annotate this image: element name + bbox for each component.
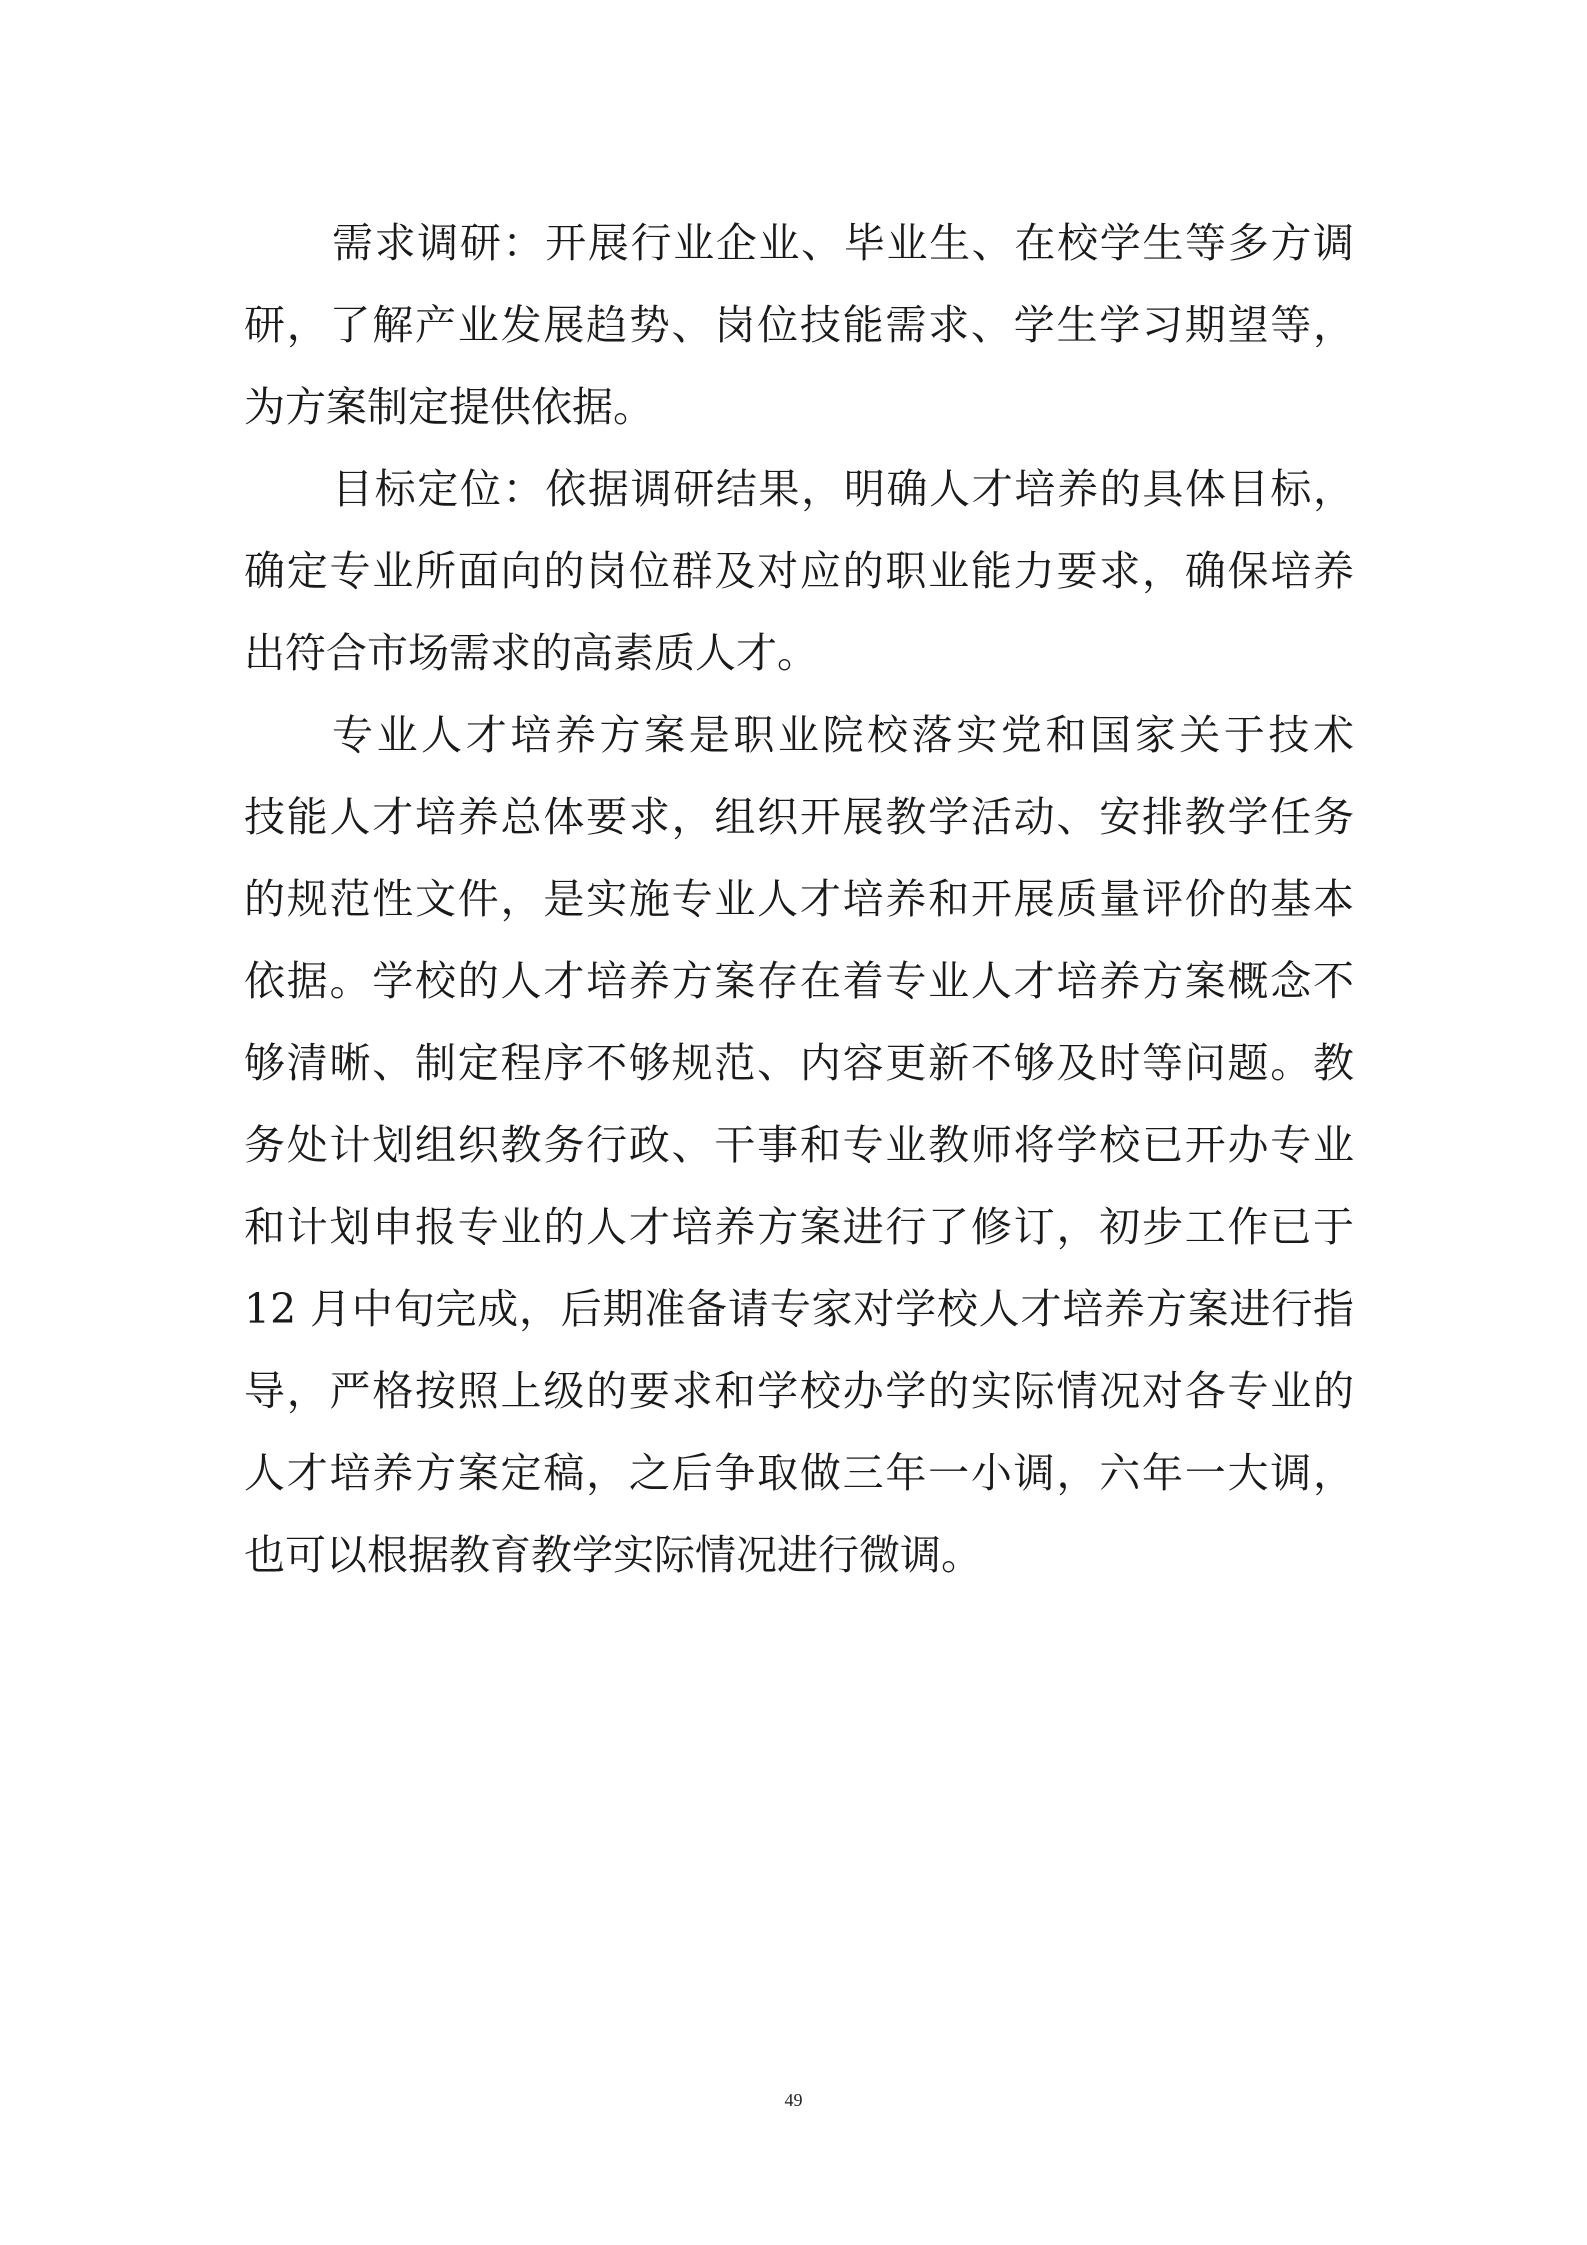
text-line: 人才培养方案定稿，之后争取做三年一小调，六年一大调， [244,1449,1354,1497]
text-line: 专业人才培养方案是职业院校落实党和国家关于技术 [332,711,1354,759]
page-number: 49 [784,2090,803,2110]
text-line: 目标定位：依据调研结果，明确人才培养的具体目标， [332,465,1354,513]
text-line: 为方案制定提供依据。 [244,383,654,431]
text-line: 导，严格按照上级的要求和学校办学的实际情况对各专业的 [244,1367,1354,1415]
paragraph-training-plan [244,694,1354,1596]
body-text [244,202,1354,1596]
text-line: 依据。学校的人才培养方案存在着专业人才培养方案概念不 [244,957,1354,1005]
text-line: 12 月中旬完成，后期准备请专家对学校人才培养方案进行指 [244,1285,1354,1333]
text-line: 出符合市场需求的高素质人才。 [244,629,818,677]
paragraph-target-positioning [244,448,1354,694]
text-line: 确定专业所面向的岗位群及对应的职业能力要求，确保培养 [244,547,1354,595]
text-line: 的规范性文件，是实施专业人才培养和开展质量评价的基本 [244,875,1354,923]
text-line: 技能人才培养总体要求，组织开展教学活动、安排教学任务 [244,793,1354,841]
text-line: 务处计划组织教务行政、干事和专业教师将学校已开办专业 [244,1121,1354,1169]
paragraph-demand-research [244,202,1354,448]
text-line: 需求调研：开展行业企业、毕业生、在校学生等多方调 [332,219,1354,267]
text-line: 够清晰、制定程序不够规范、内容更新不够及时等问题。教 [244,1039,1354,1087]
text-line: 和计划申报专业的人才培养方案进行了修订，初步工作已于 [244,1203,1354,1251]
text-line: 也可以根据教育教学实际情况进行微调。 [244,1531,982,1579]
text-line: 研，了解产业发展趋势、岗位技能需求、学生学习期望等， [244,301,1354,349]
